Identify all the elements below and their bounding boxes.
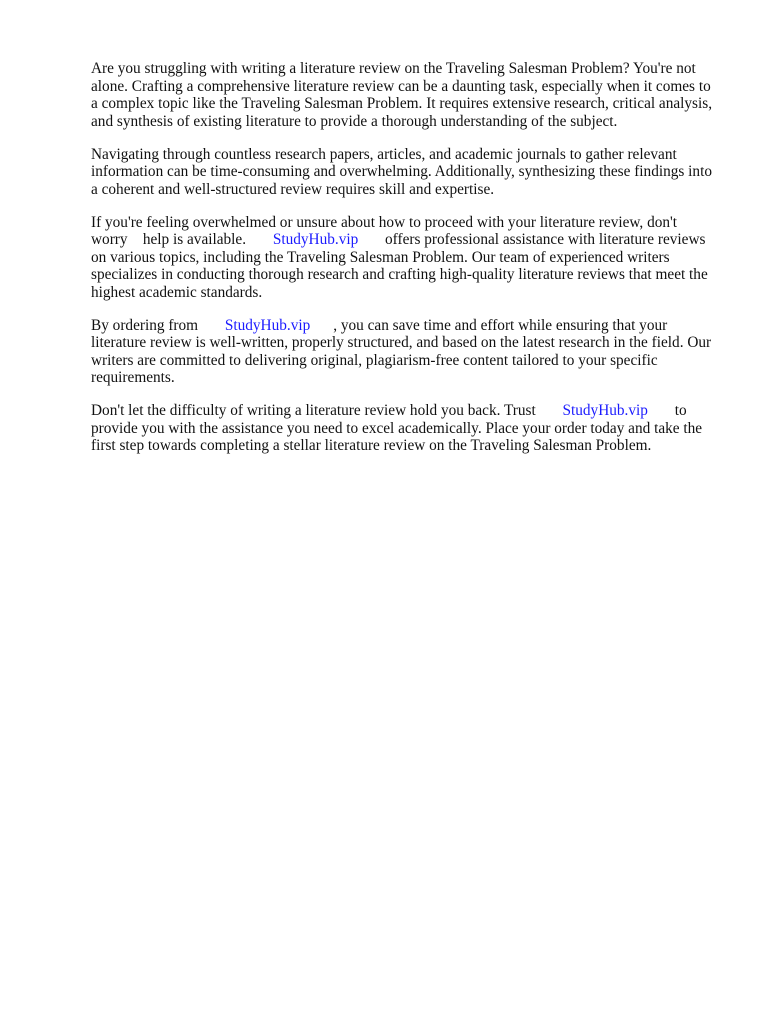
- paragraph-intro: Are you struggling with writing a literature review on the Traveling Salesman Problem? You're not alone. Crafting a comprehensive literature review can be a daunting task, especially when it comes to a complex topic like the Traveling Salesman Problem. It requires extensive research, critical analysis, and synthesis of existing literature to provide a thorough understanding of the subject.: [91, 60, 713, 130]
- paragraph-ordering: By ordering from StudyHub.vip , you can save time and effort while ensuring that your literature review is well-written, properly structured, and based on the latest research in the field. Our writers are committed to delivering original, plagiarism-free content tailored to your specific requirements.: [91, 316, 712, 386]
- paragraph-trust: Don't let the difficulty of writing a literature review hold you back. Trust StudyHub.vip to provide you with the assistance you need to excel academically. Place your order today and take the first step towards completing a stellar literature review on the Traveling Salesman Problem.: [91, 402, 703, 454]
- studyhub-link[interactable]: StudyHub.vip: [272, 231, 359, 248]
- studyhub-link[interactable]: StudyHub.vip: [224, 316, 311, 334]
- paragraph-navigating: Navigating through countless research papers, articles, and academic journals to gather relevant information can be time-consuming and overwhelming. Additionally, synthesizing these findings into a coherent and well-structured review requires skill and expertise.: [91, 145, 712, 198]
- document-body: [91, 60, 731, 470]
- paragraph-help-available: If you're feeling overwhelmed or unsure about how to proceed with your literature review, don't worry help is available. StudyHub.vip offers professional assistance with literature reviews on various topics, including the Traveling Salesman Problem. Our team of experienced writers specializes in conducting thorough research and crafting high-quality literature reviews that meet the highest academic standards.: [91, 213, 708, 301]
- studyhub-link[interactable]: StudyHub.vip: [562, 402, 648, 419]
